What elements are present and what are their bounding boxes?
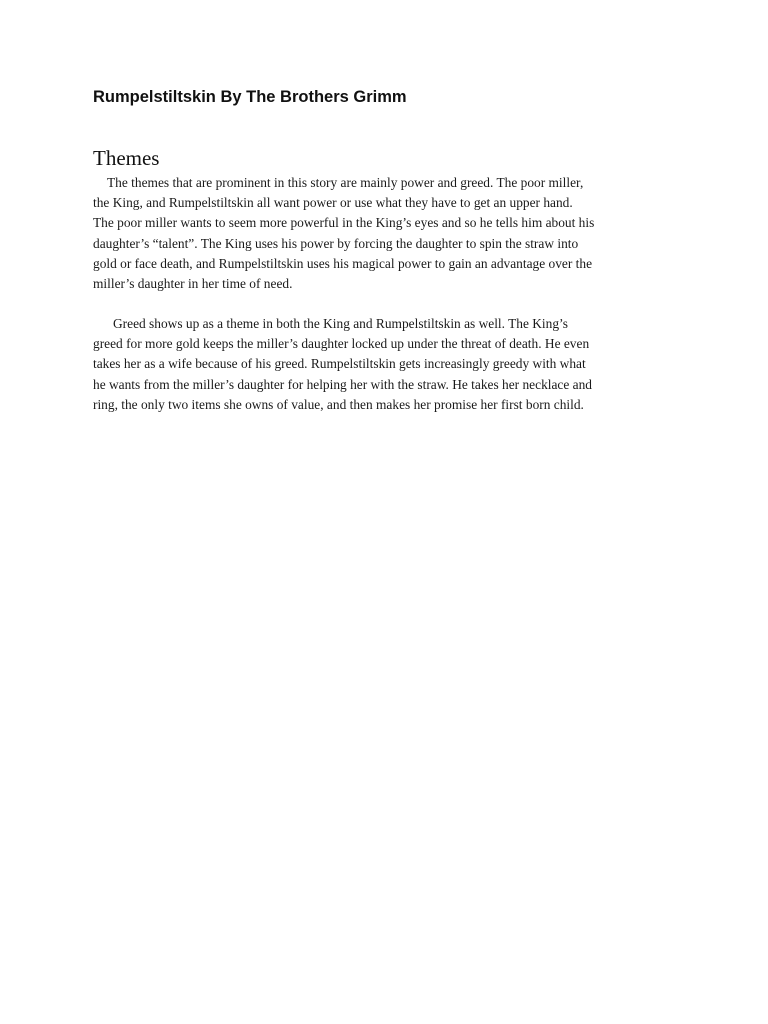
paragraph-line: miller’s daughter in her time of need. <box>93 276 293 292</box>
paragraph-line: takes her as a wife because of his greed. Rumpelstiltskin gets increasingly greedy with what <box>93 356 586 372</box>
paragraph-line: ring, the only two items she owns of value, and then makes her promise her first born child. <box>93 396 584 412</box>
paragraph-line: greed for more gold keeps the miller’s daughter locked up under the threat of death. He even <box>93 336 590 352</box>
paragraph-power <box>93 173 683 294</box>
paragraph-line: Greed shows up as a theme in both the King and Rumpelstiltskin as well. The King’s <box>113 316 568 331</box>
document-title: Rumpelstiltskin By The Brothers Grimm <box>93 88 407 106</box>
paragraph-greed <box>93 314 683 415</box>
paragraph-line: The themes that are prominent in this story are mainly power and greed. The poor miller, <box>107 175 584 190</box>
section-heading-themes: Themes <box>93 146 160 170</box>
paragraph-line: daughter’s “talent”. The King uses his power by forcing the daughter to spin the straw into <box>93 235 579 251</box>
paragraph-line: he wants from the miller’s daughter for helping her with the straw. He takes her necklace and <box>93 376 592 392</box>
paragraph-line: The poor miller wants to seem more powerful in the King’s eyes and so he tells him about his <box>93 215 595 231</box>
paragraph-line: gold or face death, and Rumpelstiltskin uses his magical power to gain an advantage over the <box>93 255 593 271</box>
paragraph-line: the King, and Rumpelstiltskin all want power or use what they have to get an upper hand. <box>93 195 573 211</box>
